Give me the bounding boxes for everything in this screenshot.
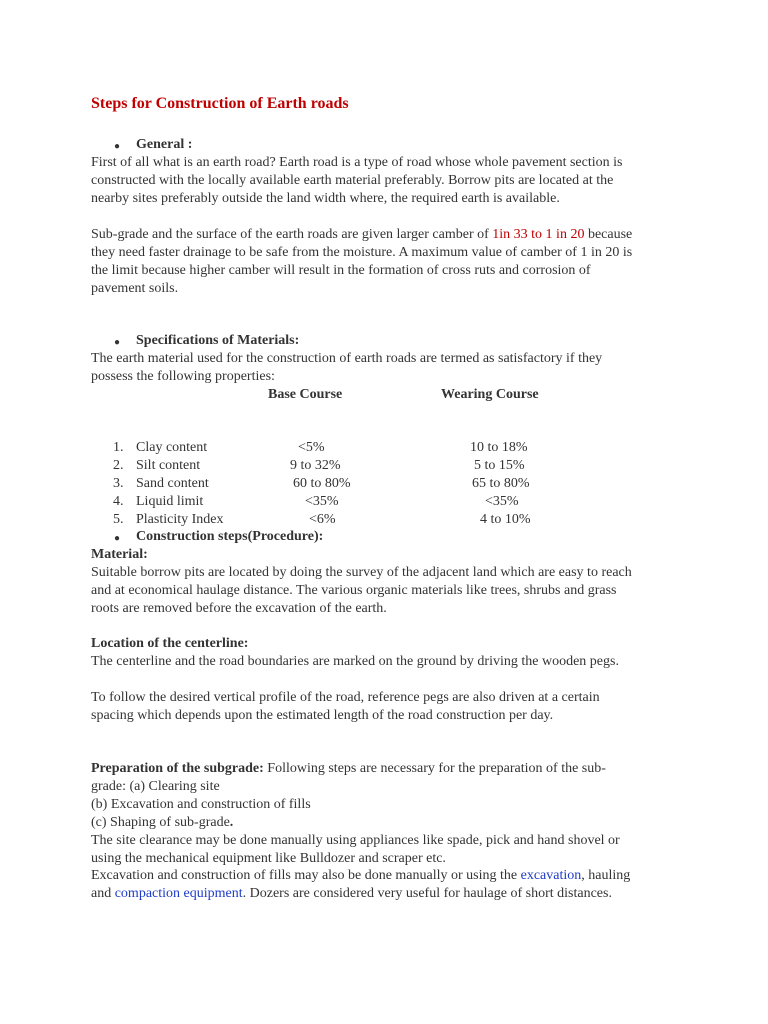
excavation-text: . Dozers are considered very useful for haulage of short distances.: [242, 886, 612, 901]
row-number: 3.: [113, 476, 124, 491]
site-clearance-line: The site clearance may be done manually using appliances like spade, pick and hand shovel or: [91, 833, 620, 848]
centerline-line: spacing which depends upon the estimated length of the road construction per day.: [91, 708, 554, 723]
general-line: constructed with the locally available earth material preferably. Borrow pits are located at the: [91, 173, 614, 188]
subgrade-heading: Preparation of the subgrade:: [91, 761, 264, 776]
row-wearing-value: 10 to 18%: [470, 440, 528, 455]
subgrade-period: .: [229, 815, 234, 830]
row-label: Plasticity Index: [136, 512, 224, 527]
row-number: 2.: [113, 458, 124, 473]
excavation-text: , hauling: [581, 868, 631, 883]
bullet-icon: ●: [114, 337, 121, 348]
camber-line: [91, 226, 632, 244]
excavation-text: Excavation and construction of fills may also be done manually or using the: [91, 868, 521, 883]
row-label: Clay content: [136, 440, 208, 455]
camber-line: the limit because higher camber will result in the formation of cross ruts and corrosion of: [91, 263, 591, 278]
camber-line: pavement soils.: [91, 281, 179, 296]
column-header-wearing: Wearing Course: [441, 387, 539, 402]
subgrade-text: Following steps are necessary for the preparation of the sub-: [263, 761, 606, 776]
centerline-heading: Location of the centerline:: [91, 636, 249, 651]
subgrade-line: [91, 814, 233, 832]
centerline-line: The centerline and the road boundaries are marked on the ground by driving the wooden pegs.: [91, 654, 619, 669]
row-number: 4.: [113, 494, 124, 509]
row-base-value: 60 to 80%: [293, 476, 351, 491]
row-base-value: <35%: [305, 494, 339, 509]
page-title: Steps for Construction of Earth roads: [91, 95, 349, 112]
bullet-icon: ●: [114, 141, 121, 152]
excavation-line: [91, 885, 612, 903]
camber-value: 1in 33 to 1 in 20: [492, 227, 585, 242]
materials-intro: The earth material used for the construction of earth roads are termed as satisfactory if they: [91, 351, 603, 366]
material-line: roots are removed before the excavation of the earth.: [91, 601, 387, 616]
row-number: 1.: [113, 440, 124, 455]
excavation-line: [91, 867, 630, 885]
subgrade-line: grade: (a) Clearing site: [91, 779, 220, 794]
general-line: nearby sites preferably outside the land width where, the required earth is available.: [91, 191, 560, 206]
row-label: Silt content: [136, 458, 201, 473]
subgrade-line: [91, 760, 606, 778]
row-base-value: <6%: [309, 512, 336, 527]
row-wearing-value: 65 to 80%: [472, 476, 530, 491]
centerline-line: To follow the desired vertical profile of the road, reference pegs are also driven at a certain: [91, 690, 600, 705]
camber-text: because: [584, 227, 633, 242]
subgrade-text: (c) Shaping of sub-grade: [91, 815, 230, 830]
row-wearing-value: <35%: [485, 494, 519, 509]
camber-line: they need faster drainage to be safe from the moisture. A maximum value of camber of 1 in 20 is: [91, 245, 633, 260]
material-heading: Material:: [91, 547, 148, 562]
row-number: 5.: [113, 512, 124, 527]
compaction-equipment-link[interactable]: compaction equipment: [114, 886, 243, 901]
general-heading: General :: [136, 137, 193, 152]
excavation-link[interactable]: excavation: [520, 868, 582, 883]
excavation-text: and: [91, 886, 115, 901]
site-clearance-line: using the mechanical equipment like Bulldozer and scraper etc.: [91, 851, 446, 866]
row-wearing-value: 5 to 15%: [474, 458, 525, 473]
subgrade-line: (b) Excavation and construction of fills: [91, 797, 311, 812]
bullet-icon: ●: [114, 533, 121, 544]
row-wearing-value: 4 to 10%: [480, 512, 531, 527]
general-line: First of all what is an earth road? Earth road is a type of road whose whole pavement section is: [91, 155, 623, 170]
row-base-value: <5%: [298, 440, 325, 455]
camber-text: Sub-grade and the surface of the earth roads are given larger camber of: [91, 227, 493, 242]
row-label: Liquid limit: [136, 494, 204, 509]
column-header-base: Base Course: [268, 387, 343, 402]
materials-heading: Specifications of Materials:: [136, 333, 300, 348]
materials-intro: possess the following properties:: [91, 369, 275, 384]
row-base-value: 9 to 32%: [290, 458, 341, 473]
material-line: and at economical haulage distance. The various organic materials like trees, shrubs and grass: [91, 583, 617, 598]
construction-heading: Construction steps(Procedure):: [136, 529, 324, 544]
row-label: Sand content: [136, 476, 209, 491]
material-line: Suitable borrow pits are located by doing the survey of the adjacent land which are easy to reach: [91, 565, 632, 580]
